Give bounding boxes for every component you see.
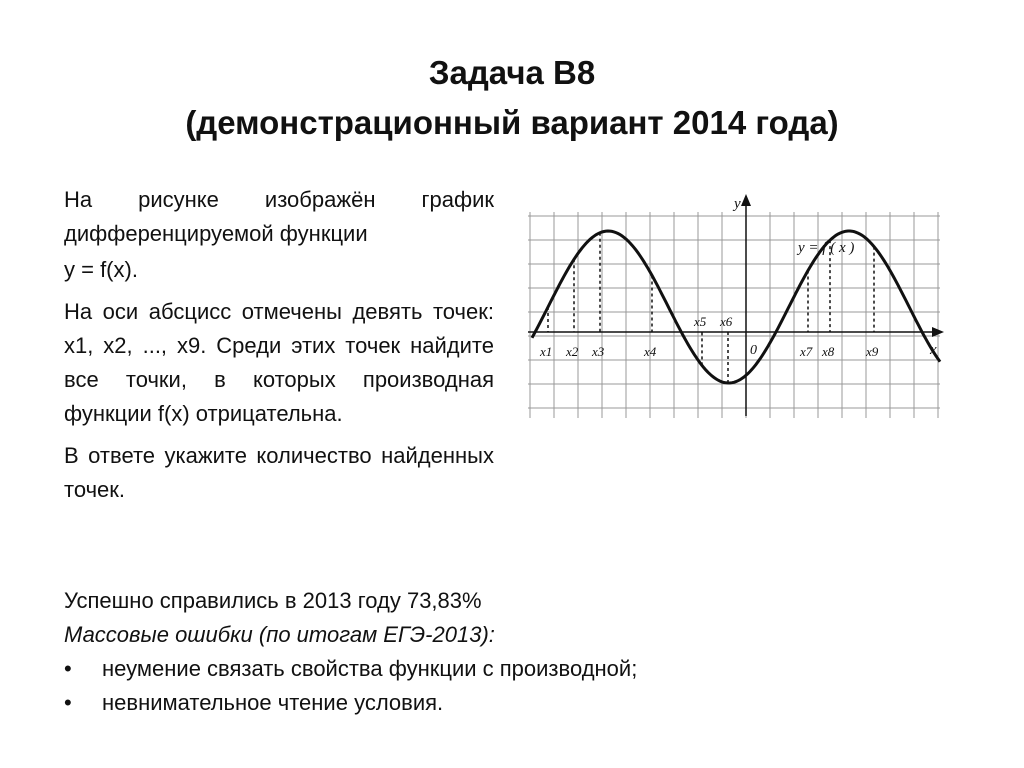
slide-title bbox=[0, 48, 1024, 148]
success-rate: Успешно справились в 2013 году 73,83% bbox=[64, 588, 482, 613]
errors-heading: Массовые ошибки (по итогам ЕГЭ-2013): bbox=[64, 622, 495, 647]
error-item bbox=[64, 686, 964, 720]
point-label: x4 bbox=[644, 344, 657, 359]
graph-labels bbox=[539, 196, 937, 359]
error-item bbox=[64, 652, 964, 686]
problem-paragraph-3: В ответе укажите количество найденных точек. bbox=[64, 443, 494, 502]
problem-text bbox=[64, 183, 494, 515]
problem-paragraph-2: На оси абсцисс отмечены девять точек: x1, x2, ..., x9. Среди этих точек найдите все точки, в которых производная функции f(x) отрицательна. bbox=[64, 299, 494, 426]
bullet-icon: • bbox=[64, 656, 72, 681]
problem-function: y = f(x). bbox=[64, 257, 138, 282]
point-label: x7 bbox=[800, 344, 813, 359]
bullet-icon: • bbox=[64, 690, 72, 715]
function-label: y = f ( x ) bbox=[798, 240, 855, 256]
title-line-2: (демонстрационный вариант 2014 года) bbox=[185, 104, 839, 141]
function-graph bbox=[528, 190, 944, 422]
point-label: x9 bbox=[866, 344, 879, 359]
point-label: x3 bbox=[592, 344, 605, 359]
error-item-text: неумение связать свойства функции с производной; bbox=[102, 656, 638, 681]
error-item-text: невнимательное чтение условия. bbox=[102, 690, 444, 715]
point-label: x5 bbox=[694, 314, 707, 329]
statistics-block bbox=[64, 584, 964, 720]
x-axis-label: x bbox=[930, 342, 937, 358]
point-label: x1 bbox=[540, 344, 553, 359]
title-line-1: Задача B8 bbox=[428, 54, 596, 91]
problem-paragraph-1: На рисунке изображён график дифференцируемой функции bbox=[64, 187, 494, 246]
point-label: x2 bbox=[566, 344, 579, 359]
graph-grid bbox=[528, 212, 940, 418]
point-label: x6 bbox=[720, 314, 733, 329]
point-label: x8 bbox=[822, 344, 835, 359]
y-axis-label: y bbox=[734, 196, 741, 212]
origin-label: 0 bbox=[750, 343, 757, 358]
